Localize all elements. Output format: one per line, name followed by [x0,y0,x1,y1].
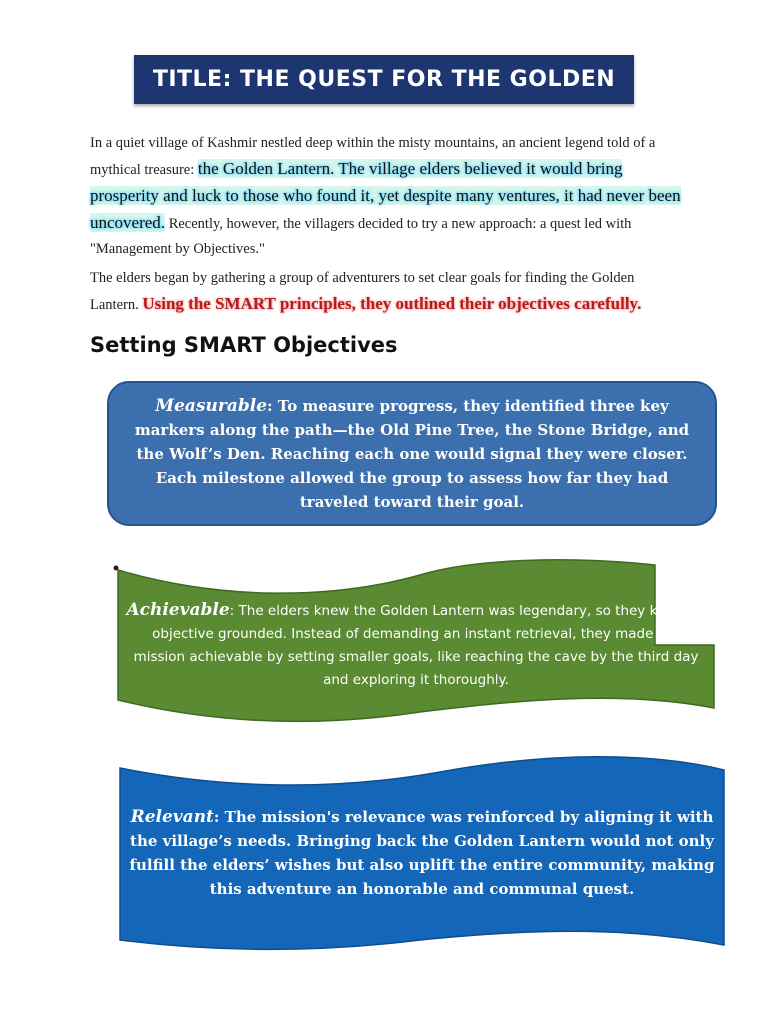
section-heading: Setting SMART Objectives [90,333,398,357]
second-text-start: The elders began by gathering a group of adventurers to set clear goals for finding the Golden Lantern. [90,270,635,313]
relevant-term: Relevant [130,806,214,827]
measurable-term: Measurable [155,395,268,416]
achievable-box [118,590,714,700]
achievable-term: Achievable [126,599,230,620]
relevant-box [120,780,724,925]
measurable-body: : To measure progress, they identified three key markers along the path—the Old Pine Tree, the Stone Bridge, and the Wolf’s Den. Reaching each one would signal they were closer. Each milestone allowed the group to assess how far they had traveled toward their goal. [134,396,690,511]
achievable-text [118,599,714,692]
intro-text-start: In a quiet village of Kashmir nestled deep within the misty mountains, an ancient legend told of a mythical treasure: [90,135,656,178]
relevant-text [120,805,724,901]
achievable-body: : The elders knew the Golden Lantern was legendary, so they kept the objective grounded. Instead of demanding an instant retrieval, they made the mission achievable by setting smaller goals, like reaching the cave by the third day and exploring it thoroughly. [133,602,706,688]
intro-highlight: the Golden Lantern. The village elders believed it would bring prosperity and luck to those who found it, yet despite many ventures, it had never been uncovered. [90,159,681,232]
page-title: TITLE: THE QUEST FOR THE GOLDEN [152,67,616,92]
second-highlight: Using the SMART principles, they outlined their objectives carefully. [142,294,642,313]
intro-text-end: Recently, however, the villagers decided to try a new approach: a quest led with "Management by Objectives." [90,216,632,257]
relevant-body: : The mission's relevance was reinforced by aligning it with the village’s needs. Bringing back the Golden Lantern would not only fulfill the elders’ wishes but also uplift the entire community, making this adventure an honorable and communal quest. [129,807,715,898]
